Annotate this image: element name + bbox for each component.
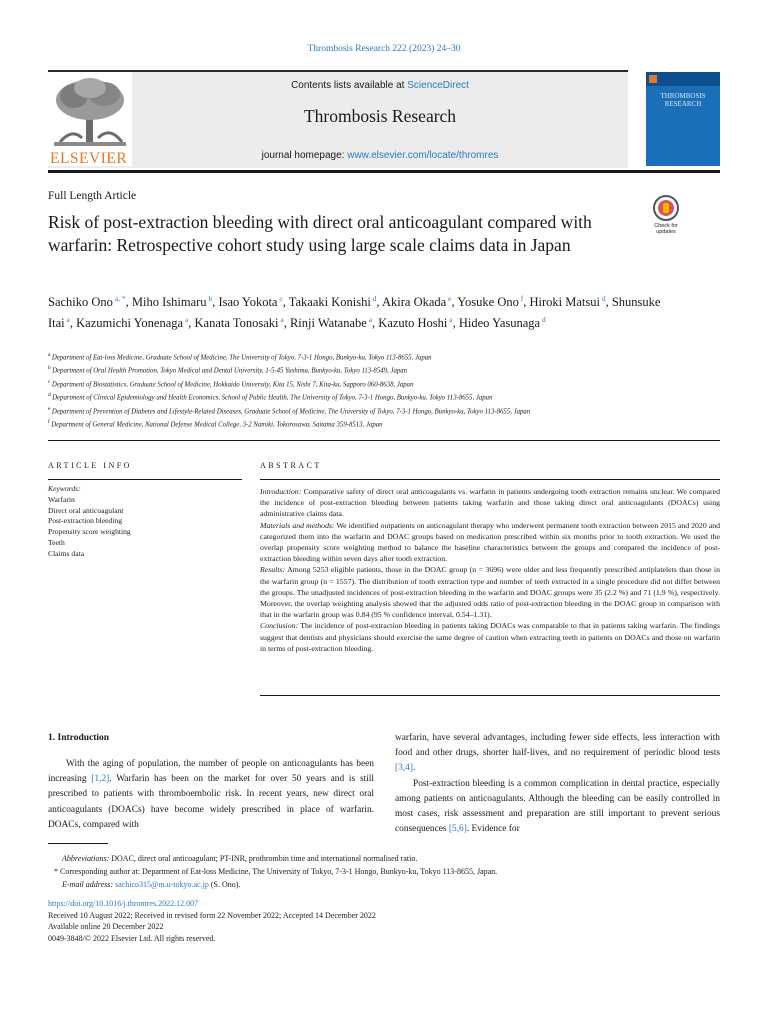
author-separator: , — [452, 316, 459, 331]
author-name: Yosuke Ono — [457, 295, 519, 310]
abbreviations-label: Abbreviations: — [62, 854, 110, 863]
author — [529, 295, 605, 309]
affiliation-marker: e — [48, 405, 52, 412]
author-name: Takaaki Konishi — [288, 295, 371, 310]
introduction-heading: 1. Introduction — [48, 733, 110, 743]
author — [382, 295, 451, 309]
article-title: Risk of post-extraction bleeding with direct oral anticoagulant compared with warfarin: Retrospective cohort study using large scale claims data in Japan — [48, 212, 592, 255]
cover-title — [650, 92, 716, 108]
journal-homepage-link[interactable]: www.elsevier.com/locate/thromres — [347, 150, 499, 161]
corresponding-text: Corresponding author at: Department of Eat-loss Medicine, The University of Tokyo, 7-3-1 Hongo, Bunkyo-ku, Tokyo 113-8655, Japan. — [58, 867, 498, 876]
keywords-block — [48, 484, 242, 560]
author-affiliation-link[interactable]: d — [599, 294, 606, 303]
abstract-section-text: We identified outpatients on anticoagulant therapy who underwent permanent tooth extraction between 2015 and 2020 and categorized them into the warfarin and DOAC groups based on medication prescribed within six months prior to tooth extraction. We used the overlap propensity score weighting method to balance the baseline characteristics between the groups and compared the incidence of post-extraction bleeding within seven days after tooth extraction. — [260, 520, 720, 564]
introduction-paragraph-1 — [48, 757, 374, 833]
author-affiliation-link[interactable]: f — [518, 294, 524, 303]
affiliation-text: Department of Biostatistics, Graduate School of Medicine, Hokkaido University, Kita 15, Nishi 7, Kita-ku, Sapporo 060-8638, Japan — [51, 381, 414, 389]
author-separator: , — [451, 295, 458, 310]
affiliation-text: Department of Eat-loss Medicine, Graduate School of Medicine, The University of Tokyo, 7-3-1 Hongo, Bunkyo-ku, Tokyo 113-8655, Japan — [51, 354, 432, 362]
email-link[interactable]: sachico315@m.u-tokyo.ac.jp — [115, 880, 209, 889]
sciencedirect-link[interactable]: ScienceDirect — [407, 80, 469, 91]
author-list — [48, 290, 668, 332]
author-affiliation-link[interactable]: a — [447, 315, 453, 325]
author-separator: , — [212, 295, 219, 310]
citation-link[interactable]: [5,6] — [448, 824, 467, 835]
author — [378, 316, 452, 330]
author-separator: , — [372, 316, 379, 331]
elsevier-logo[interactable] — [48, 72, 132, 166]
affiliation — [48, 390, 648, 403]
author-separator: , — [282, 295, 289, 310]
author — [76, 316, 188, 330]
author-separator: , — [523, 295, 530, 310]
keyword: Teeth — [48, 537, 65, 547]
author — [290, 316, 372, 330]
author — [457, 295, 523, 309]
keywords-list — [48, 495, 242, 560]
keywords-label: Keywords: — [48, 484, 81, 493]
author-separator: , — [188, 316, 195, 331]
author — [459, 316, 546, 330]
contents-line — [140, 80, 620, 91]
author-name: Kazuto Hoshi — [378, 316, 448, 331]
journal-cover-thumbnail[interactable] — [646, 72, 720, 166]
affiliation-list — [48, 350, 648, 431]
contents-prefix: Contents lists available at — [291, 80, 408, 91]
author-name: Sachiko Ono — [48, 295, 113, 310]
intro-text: warfarin, have several advantages, including fewer side effects, less interaction with food and other drugs, shorter half-lives, and no requirement of periodic blood tests — [395, 733, 720, 759]
check-for-updates-icon — [653, 195, 679, 221]
keyword: Post-extraction bleeding — [48, 516, 123, 526]
doi-link[interactable]: https://doi.org/10.1016/j.thromres.2022.12.007 — [48, 899, 199, 908]
abstract-section-label: Introduction: — [260, 487, 302, 496]
author-name: Hideo Yasunaga — [458, 316, 541, 331]
abstract-section-text: Comparative safety of direct oral anticoagulants vs. warfarin in patients undergoing tooth extraction remains unclear. We compared the incidence of post-extraction bleeding between patients taking warfarin and those taking direct oral anticoagulants (DOACs) using administrative claims data. — [260, 487, 720, 519]
corresponding-author-footnote — [48, 865, 708, 878]
keyword: Warfarin — [48, 494, 75, 504]
author-affiliation-link[interactable]: a — [64, 315, 70, 325]
abstract-section — [260, 486, 720, 520]
homepage-prefix: journal homepage: — [261, 150, 348, 161]
author-name: Miho Ishimaru — [131, 295, 207, 310]
badge-label-line1: Check for — [654, 223, 678, 229]
cover-header-band — [646, 72, 720, 86]
author-separator: , — [125, 295, 132, 310]
homepage-line — [140, 150, 620, 161]
author-separator: , — [283, 316, 290, 331]
author-affiliation-link[interactable]: c — [277, 294, 283, 303]
abstract-section-label: Materials and methods: — [260, 520, 335, 530]
affiliation-marker: f — [48, 419, 52, 426]
introduction-paragraph-1-continued — [395, 731, 720, 777]
keyword: Direct oral anticoagulant — [48, 505, 124, 515]
abstract-section — [260, 520, 720, 565]
author-name: Kazumichi Yonenaga — [76, 316, 184, 331]
abstract-section-label: Conclusion: — [260, 621, 299, 631]
journal-reference-link[interactable]: Thrombosis Research 222 (2023) 24–30 — [307, 44, 461, 54]
author-separator: , — [605, 295, 612, 310]
affiliation — [48, 404, 648, 417]
footnotes — [48, 852, 708, 891]
received-dates: Received 10 August 2022; Received in revised form 22 November 2022; Accepted 14 December 2022 — [48, 910, 376, 920]
elsevier-tree-icon — [52, 76, 128, 148]
intro-text: . Evidence for — [466, 824, 520, 835]
author-separator: , — [376, 295, 383, 310]
affiliation-marker: d — [48, 392, 53, 399]
check-for-updates-badge[interactable] — [648, 195, 684, 235]
cover-title-line2: RESEARCH — [664, 100, 702, 108]
elsevier-wordmark: ELSEVIER — [50, 150, 128, 167]
author-name: Hiroki Matsui — [529, 295, 600, 310]
introduction-paragraph-2 — [395, 777, 720, 838]
author-affiliation-link[interactable]: a — [366, 315, 373, 325]
badge-label-line2: updates — [656, 229, 676, 235]
corresponding-marker: * — [54, 867, 58, 876]
intro-text: Post-extraction bleeding is a common complication in dental practice, especially among patients on anticoagulants. Although the bleeding can be easily controlled in most cases, risk assessment and preparation are still important to prevent serious consequences — [395, 778, 720, 835]
publication-info — [48, 898, 708, 944]
abstract-heading: ABSTRACT — [260, 461, 322, 470]
author — [132, 295, 212, 309]
email-label: E-mail address: — [62, 880, 114, 889]
cover-elsevier-mark — [649, 75, 657, 83]
affiliation-marker: b — [48, 365, 53, 372]
author — [289, 295, 377, 309]
abstract-section — [260, 564, 720, 620]
citation-link[interactable]: [3,4] — [395, 763, 413, 774]
affiliation-marker: c — [48, 378, 52, 385]
author-affiliation-link[interactable]: a, * — [112, 294, 126, 303]
article-type: Full Length Article — [48, 190, 137, 202]
footnote-divider — [48, 843, 108, 844]
author-affiliation-link[interactable]: d — [540, 315, 546, 325]
intro-text: With the aging of population, the number of people on anticoagulants has been increasing — [48, 759, 374, 785]
abstract-section-text: Among 5253 eligible patients, those in the DOAC group (n = 3696) were older and less frequently prescribed antiplatelets than those in the warfarin group (n = 1557). The distribution of tooth extraction type and number of teeth extracted in a single procedure did not differ between the groups. The unadjusted incidences of post-extraction bleeding in the warfarin and DOAC groups were 35 (2.2 %) and 71 (1.9 %), respectively. Moreover, the overlap weighting analysis showed that the adjusted odds ratio of post-extraction bleeding in the DOAC group in comparison with that in the warfarin group was 0.84 (95 % confidence interval, 0.54–1.31). — [260, 565, 720, 620]
author-affiliation-link[interactable]: a — [278, 315, 284, 325]
copyright-line: 0049-3848/© 2022 Elsevier Ltd. All rights reserved. — [48, 933, 216, 943]
affiliation — [48, 417, 648, 430]
cover-title-line1: THROMBOSIS — [660, 92, 706, 100]
author — [48, 295, 126, 309]
author-separator: , — [69, 316, 77, 331]
affiliation-text: Department of Prevention of Diabetes and Lifestyle-Related Diseases, Graduate School of Medicine, The University of Tokyo, 7-3-1 Hongo, Bunkyo-ku, Tokyo 113-8655, Japan — [51, 408, 531, 416]
masthead-divider — [48, 170, 720, 173]
citation-link[interactable]: [1,2] — [91, 774, 110, 785]
journal-title: Thrombosis Research — [303, 106, 457, 126]
email-suffix: (S. Ono). — [208, 880, 241, 889]
author-name: Rinji Watanabe — [289, 316, 367, 331]
abbreviations-footnote — [48, 852, 708, 865]
keyword: Propensity score weighting — [48, 527, 131, 537]
header-divider — [48, 440, 720, 441]
online-date: Available online 20 December 2022 — [48, 922, 164, 931]
affiliation-text: Department of Clinical Epidemiology and Health Economics, School of Public Health, The University of Tokyo, 7-3-1 Hongo, Bunkyo-ku, Tokyo 113-8655, Japan — [52, 394, 493, 402]
abbreviations-text: DOAC, direct oral anticoagulant; PT-INR, prothrombin time and international normalised ratio. — [109, 854, 418, 863]
introduction-right-column — [395, 731, 720, 837]
keyword: Claims data — [48, 548, 85, 558]
author-affiliation-link[interactable]: d — [370, 294, 377, 303]
abstract-section-label: Results: — [260, 565, 286, 575]
affiliation — [48, 350, 648, 363]
author-name: Kanata Tonosaki — [194, 316, 279, 331]
affiliation — [48, 377, 648, 390]
affiliation — [48, 363, 648, 376]
abstract-bottom-rule — [260, 695, 720, 696]
article-info-heading: ARTICLE INFO — [48, 461, 132, 470]
article-info-rule — [48, 479, 242, 480]
author — [195, 316, 284, 330]
intro-text: . Warfarin has been on the market for over 50 years and is still prescribed to patients with thromboembolic risk. In recent years, new direct oral anticoagulants (DOACs) have become widely prescribed in place of warfarin. DOACs, compared with — [48, 774, 375, 830]
author-name: Shunsuke Itai — [48, 295, 661, 331]
author-affiliation-link[interactable]: b — [206, 294, 213, 303]
author-name: Akira Okada — [382, 295, 447, 310]
author-name: Isao Yokota — [218, 295, 278, 310]
author-affiliation-link[interactable]: a — [183, 315, 189, 325]
abstract-section-text: The incidence of post-extraction bleeding in patients taking DOACs was comparable to that in patients taking warfarin. The findings suggest that dentists and physicians should exercise the same degree of caution when extracting teeth in patients on DOACs and those on warfarin in terms of post-extraction bleeding. — [260, 621, 720, 653]
affiliation-text: Department of Oral Health Promotion, Tokyo Medical and Dental University, 1-5-45 Yushima, Bunkyo-ku, Tokyo 113-8549, Japan — [52, 367, 408, 375]
affiliation-text: Department of General Medicine, National Defense Medical College, 3-2 Namiki, Tokorosawa, Saitama 359-8513, Japan — [51, 421, 383, 429]
email-footnote — [48, 878, 708, 891]
author — [218, 295, 282, 309]
author-affiliation-link[interactable]: e — [446, 294, 452, 303]
abstract-section — [260, 620, 720, 654]
badge-label — [648, 223, 684, 235]
affiliation-marker: a — [48, 352, 52, 358]
intro-text: . — [412, 763, 416, 774]
abstract-rule — [260, 479, 720, 480]
abstract-body — [260, 486, 720, 654]
